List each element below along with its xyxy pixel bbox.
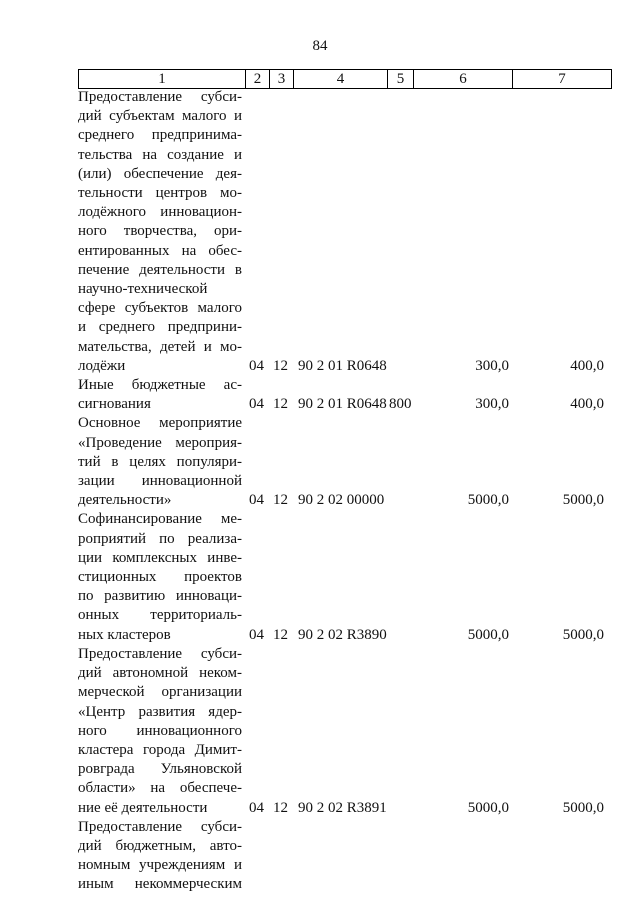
row-name-line: Предоставление субси- bbox=[78, 89, 242, 105]
row-name-line: дий субъектам малого и bbox=[78, 108, 242, 125]
row-name-line: области» на обеспече- bbox=[78, 780, 242, 797]
column-header-4: 4 bbox=[294, 70, 388, 89]
row-name-line: сфере субъектов малого bbox=[78, 300, 242, 317]
row-name-line: тельства на создание и bbox=[78, 146, 242, 163]
row-name-line: тельности центров мо- bbox=[78, 185, 242, 202]
row-name-line: роприятий по реализа- bbox=[78, 530, 242, 547]
row-name-line: ние её деятельности bbox=[78, 799, 208, 816]
row-cell-c7: 5000,0 bbox=[562, 626, 604, 643]
row-name-line: дий автономной неком- bbox=[78, 665, 242, 682]
row-name-line: лодёжи bbox=[78, 357, 126, 374]
row-cell-c7: 5000,0 bbox=[562, 492, 604, 509]
row-cell-c3: 12 bbox=[273, 396, 288, 413]
row-cell-c3: 12 bbox=[273, 357, 288, 374]
row-cell-c2: 04 bbox=[249, 396, 264, 413]
column-header-2: 2 bbox=[246, 70, 270, 89]
column-header-1: 1 bbox=[79, 70, 246, 89]
row-name-line: Софинансирование ме- bbox=[78, 511, 242, 528]
column-header-7: 7 bbox=[513, 70, 612, 89]
column-header-5: 5 bbox=[388, 70, 414, 89]
table-row bbox=[78, 376, 608, 414]
row-cell-c4: 90 2 02 R3891 bbox=[298, 799, 387, 816]
row-cell-c7: 400,0 bbox=[570, 396, 604, 413]
row-name-line: Иные бюджетные ас- bbox=[78, 377, 242, 394]
table-row bbox=[78, 88, 608, 376]
row-name-line: номным учреждениям и bbox=[78, 857, 242, 874]
row-cell-c4: 90 2 02 R3890 bbox=[298, 626, 387, 643]
page-number: 84 bbox=[312, 38, 328, 54]
row-name-line: (или) обеспечение дея- bbox=[78, 165, 242, 182]
row-cell-c2: 04 bbox=[249, 799, 264, 816]
row-name-line: среднего предпринима- bbox=[78, 127, 242, 144]
row-name-line: тий в целях популяри- bbox=[78, 453, 242, 470]
row-cell-c3: 12 bbox=[273, 492, 288, 509]
row-cell-c6: 5000,0 bbox=[467, 626, 509, 643]
column-header-6: 6 bbox=[414, 70, 513, 89]
row-cell-c4: 90 2 01 R0648 bbox=[298, 357, 387, 374]
row-cell-c4: 90 2 02 00000 bbox=[298, 492, 385, 509]
row-name-line: мерческой организации bbox=[78, 684, 242, 701]
row-name-line: ровграда Ульяновской bbox=[78, 761, 242, 778]
row-cell-c6: 300,0 bbox=[475, 357, 509, 374]
row-cell-c4: 90 2 01 R0648 bbox=[298, 396, 387, 413]
row-name-line: и среднего предприни- bbox=[78, 319, 242, 336]
row-name bbox=[78, 88, 242, 376]
row-name-line: иным некоммерческим bbox=[78, 876, 242, 893]
row-name-line: научно-технической bbox=[78, 281, 208, 298]
row-name bbox=[78, 645, 242, 818]
row-name-line: мательства, детей и мо- bbox=[78, 338, 242, 355]
row-name-line: ного инновационного bbox=[78, 722, 242, 739]
row-name-line: кластера города Димит- bbox=[78, 741, 242, 758]
row-name-line: деятельности» bbox=[78, 492, 172, 509]
column-header-table bbox=[78, 69, 612, 89]
row-name-line: ции комплексных инве- bbox=[78, 549, 242, 566]
row-name-line: «Центр развития ядер- bbox=[78, 703, 242, 720]
row-name bbox=[78, 414, 242, 510]
row-cell-c6: 5000,0 bbox=[467, 492, 509, 509]
table-row bbox=[78, 645, 608, 818]
row-name bbox=[78, 510, 242, 644]
column-header-row bbox=[79, 70, 612, 89]
row-name-line: Предоставление субси- bbox=[78, 818, 242, 835]
row-name-line: ных кластеров bbox=[78, 626, 171, 643]
table-row bbox=[78, 414, 608, 510]
row-cell-c3: 12 bbox=[273, 626, 288, 643]
row-name bbox=[78, 376, 242, 414]
row-name-line: «Проведение мероприя- bbox=[78, 434, 242, 451]
row-cell-c7: 5000,0 bbox=[562, 799, 604, 816]
row-name-line: дий бюджетным, авто- bbox=[78, 837, 242, 854]
row-name-line: стиционных проектов bbox=[78, 569, 242, 586]
row-name-line: зации инновационной bbox=[78, 473, 242, 490]
row-name-line: ентированных на обес- bbox=[78, 242, 242, 259]
row-cell-c2: 04 bbox=[249, 492, 264, 509]
table-row bbox=[78, 818, 608, 895]
row-name-line: Основное мероприятие bbox=[78, 415, 242, 432]
row-cell-c7: 400,0 bbox=[570, 357, 604, 374]
row-name bbox=[78, 818, 242, 895]
row-name-line: по развитию инноваци- bbox=[78, 588, 242, 605]
row-cell-c6: 5000,0 bbox=[467, 799, 509, 816]
row-name-line: сигнования bbox=[78, 396, 151, 413]
row-cell-c5: 800 bbox=[389, 396, 412, 413]
row-name-line: Предоставление субси- bbox=[78, 645, 242, 662]
row-cell-c2: 04 bbox=[249, 357, 264, 374]
row-name-line: ного творчества, ори- bbox=[78, 223, 242, 240]
row-name-line: лодёжного инновацион- bbox=[78, 204, 242, 221]
column-header-3: 3 bbox=[270, 70, 294, 89]
row-name-line: онных территориаль- bbox=[78, 607, 242, 624]
row-cell-c3: 12 bbox=[273, 799, 288, 816]
row-cell-c2: 04 bbox=[249, 626, 264, 643]
budget-table-body bbox=[78, 88, 608, 895]
row-name-line: печение деятельности в bbox=[78, 261, 242, 278]
row-cell-c6: 300,0 bbox=[475, 396, 509, 413]
table-row bbox=[78, 510, 608, 644]
